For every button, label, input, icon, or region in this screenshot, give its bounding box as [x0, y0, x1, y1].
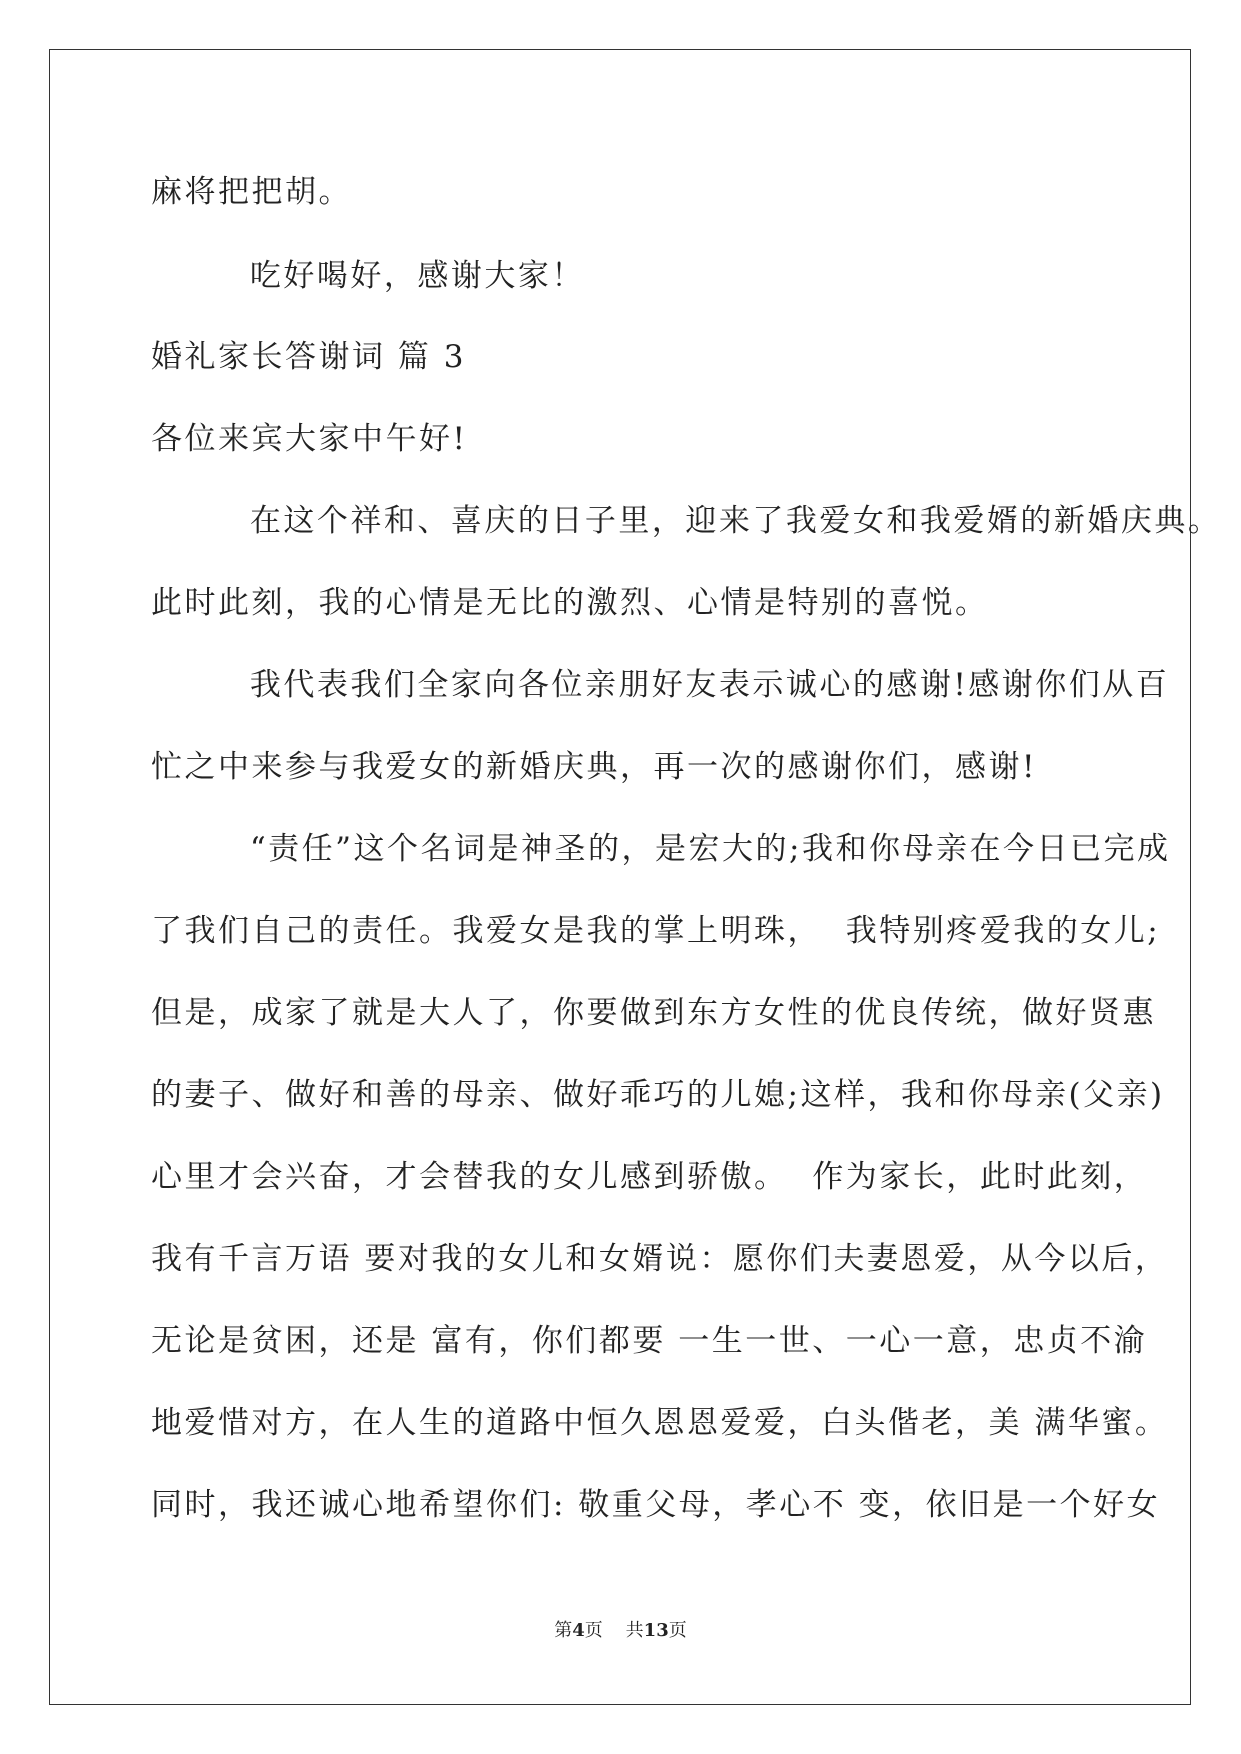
page-suffix: 页 [584, 1620, 603, 1641]
text-line: 在这个祥和、喜庆的日子里，迎来了我爱女和我爱婿的新婚庆典。 [151, 503, 1222, 539]
page-border [49, 49, 1191, 1705]
text-line: 麻将把把胡。 [151, 174, 352, 210]
text-line: 地爱惜对方，在人生的道路中恒久恩恩爱爱，白头偕老，美 满华蜜。 [151, 1405, 1169, 1441]
page-number: 4 [572, 1620, 585, 1641]
total-suffix: 页 [668, 1620, 687, 1641]
text-line: 我有千言万语 要对我的女儿和女婿说：愿你们夫妻恩爱，从今以后， [151, 1241, 1169, 1277]
text-line: 心里才会兴奋，才会替我的女儿感到骄傲。 作为家长，此时此刻， [151, 1159, 1148, 1195]
text-line: 了我们自己的责任。我爱女是我的掌上明珠， 我特别疼爱我的女儿; [151, 913, 1161, 949]
text-line: 无论是贫困，还是 富有，你们都要 一生一世、一心一意，忠贞不渝 [151, 1323, 1148, 1359]
text-line: 各位来宾大家中午好! [151, 421, 468, 457]
text-line: 此时此刻，我的心情是无比的激烈、心情是特别的喜悦。 [151, 585, 989, 621]
text-line: 但是，成家了就是大人了，你要做到东方女性的优良传统，做好贤惠 [151, 995, 1156, 1031]
text-line: 我代表我们全家向各位亲朋好友表示诚心的感谢!感谢你们从百 [151, 667, 1170, 703]
text-line: 同时，我还诚心地希望你们: 敬重父母，孝心不 变，依旧是一个好女 [151, 1487, 1161, 1523]
text-line: 的妻子、做好和善的母亲、做好乖巧的儿媳;这样，我和你母亲(父亲) [151, 1077, 1165, 1113]
page-total: 13 [643, 1620, 669, 1641]
page-prefix: 第 [554, 1620, 573, 1641]
total-prefix: 共 [625, 1620, 644, 1641]
text-line: 吃好喝好，感谢大家！ [151, 258, 585, 294]
section-heading: 婚礼家长答谢词 篇 3 [151, 339, 466, 375]
text-line: “责任”这个名词是神圣的，是宏大的;我和你母亲在今日已完成 [151, 831, 1171, 867]
text-line: 忙之中来参与我爱女的新婚庆典，再一次的感谢你们，感谢! [151, 749, 1037, 785]
page-footer [0, 1619, 1241, 1643]
